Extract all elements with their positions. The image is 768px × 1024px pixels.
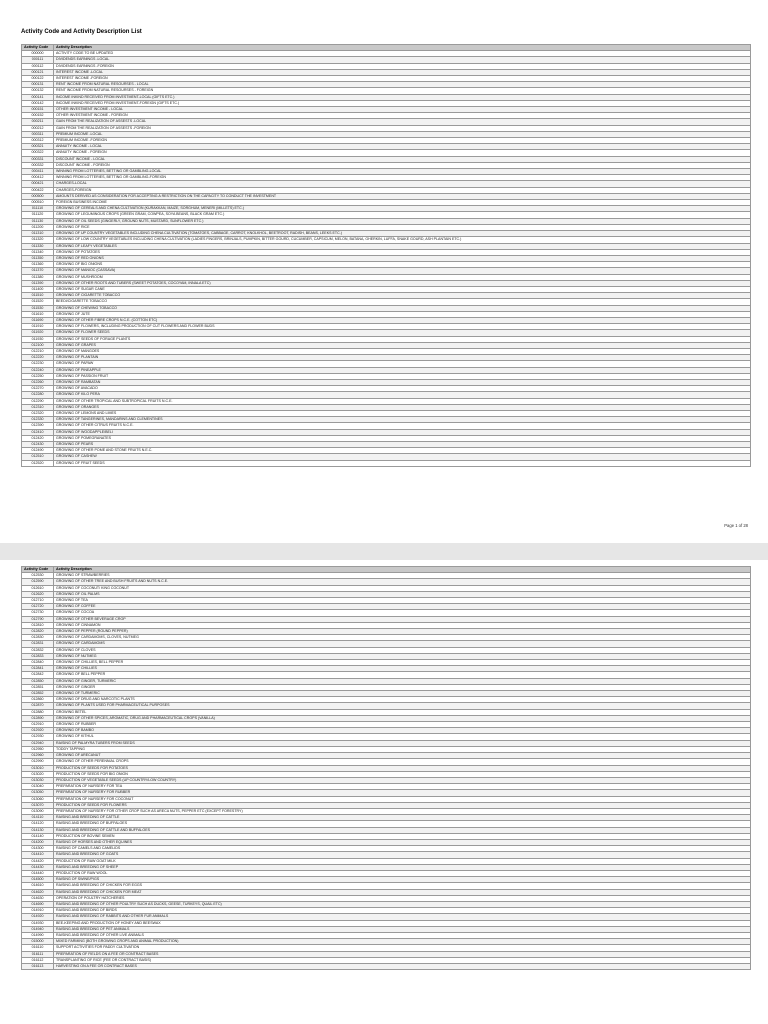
activity-code-cell: 012330	[22, 417, 54, 423]
activity-code-cell: 014930	[22, 920, 54, 926]
table-row	[22, 460, 751, 466]
activity-code-cell: 011310	[22, 231, 54, 237]
activity-description-cell: GROWING OF CHILLIES, BELL PEPPER	[54, 660, 751, 666]
activity-code-cell: 000111	[22, 57, 54, 63]
activity-description-cell: GROWING OF FLOWER SEEDS	[54, 330, 751, 336]
activity-description-cell: PREPARATION OF NURSERY FOR OTHER CROP SUCH AS ARECA NUTS, PEPPER ETC (EXCEPT FORESTRY)	[54, 808, 751, 814]
activity-description-cell: GROWING OF TURMERIC	[54, 691, 751, 697]
activity-code-cell: 015000	[22, 939, 54, 945]
activity-description-cell: GROWING OF ARECANUT	[54, 753, 751, 759]
activity-description-cell: INCOME INKIND RECEIVED FROM INVESTMENT-LOCAL (GIFTS ETC.)	[54, 94, 751, 100]
activity-code-cell: 016113	[22, 964, 54, 970]
activity-description-cell: PREMIUM INCOME -FOREIGN	[54, 138, 751, 144]
activity-description-cell: GROWING OF PAPAW	[54, 361, 751, 367]
activity-code-cell: 000510	[22, 200, 54, 206]
activity-code-cell: 011520	[22, 299, 54, 305]
activity-description-cell: PREPARATION OF NURSERY FOR TEA	[54, 784, 751, 790]
activity-description-cell: BEEDI/CIGARETTE TOBACCO	[54, 299, 751, 305]
activity-code-cell: 012250	[22, 373, 54, 379]
activity-code-cell: 011110	[22, 206, 54, 212]
activity-description-cell: RAISING OF PALMYRA TUBERS FROM SEEDS	[54, 740, 751, 746]
activity-code-cell: 012960	[22, 753, 54, 759]
activity-code-cell: 014920	[22, 914, 54, 920]
activity-description-cell: GROWING OF MUSHROOM	[54, 274, 751, 280]
activity-code-cell: 000142	[22, 100, 54, 106]
activity-description-cell: GROWING OF RICE	[54, 224, 751, 230]
activity-code-cell: 014140	[22, 833, 54, 839]
activity-code-cell: 014690	[22, 901, 54, 907]
activity-description-cell: WINNING FROM LOTTERIES, BETTING OR GAMBLING-FOREIGN	[54, 175, 751, 181]
activity-code-cell: 013050	[22, 790, 54, 796]
activity-description-cell: RAISING AND BREEDING OF CATTLE	[54, 815, 751, 821]
activity-code-cell: 012270	[22, 386, 54, 392]
activity-code-cell: 013090	[22, 808, 54, 814]
activity-description-cell: PREPARATION OF NURSERY FOR COCONUT	[54, 796, 751, 802]
activity-code-cell: 014130	[22, 827, 54, 833]
activity-description-cell: RAISING AND BREEDING OF OTHER POULTRY SUCH AS DUCKS, GEESE, TURKEYS, QUAIL ETC)	[54, 901, 751, 907]
activity-description-cell: TRANSPLANTING OF RICE (FEE OR CONTRACT BASIS)	[54, 957, 751, 963]
activity-code-cell: 012860	[22, 697, 54, 703]
activity-code-cell: 012100	[22, 342, 54, 348]
activity-description-cell: CHARGES-LOCAL	[54, 181, 751, 187]
activity-code-cell: 012950	[22, 746, 54, 752]
activity-code-cell: 012520	[22, 460, 54, 466]
activity-description-cell: DISCOUNT INCOME - FOREIGN	[54, 162, 751, 168]
activity-code-cell: 013030	[22, 777, 54, 783]
activity-description-cell: GROWING OF POTATOES	[54, 249, 751, 255]
activity-code-cell: 012420	[22, 435, 54, 441]
activity-code-cell: 011130	[22, 218, 54, 224]
activity-code-cell: 000311	[22, 131, 54, 137]
activity-code-cell: 011370	[22, 268, 54, 274]
activity-description-cell: GROWING OF KITHUL	[54, 734, 751, 740]
activity-description-cell: GROWING OF LEMONS AND LIMES	[54, 410, 751, 416]
activity-description-cell: OPERATION OF POULTRY HATCHERIES	[54, 895, 751, 901]
activity-code-cell: 012842	[22, 672, 54, 678]
activity-code-cell: 011690	[22, 317, 54, 323]
activity-code-cell: 014940	[22, 926, 54, 932]
activity-description-cell: PRODUCTION OF RAW GOAT MILK	[54, 858, 751, 864]
activity-code-cell: 014110	[22, 815, 54, 821]
activity-code-cell: 000122	[22, 76, 54, 82]
activity-code-cell: 000211	[22, 119, 54, 125]
activity-description-cell: GROWING OF WOODAPPLE/BELI	[54, 429, 751, 435]
activity-code-cell: 012530	[22, 573, 54, 579]
activity-description-cell: DISCOUNT INCOME - LOCAL	[54, 156, 751, 162]
activity-description-cell: GROWING OF OTHER TROPICAL AND SUBTROPICAL FRUITS N.C.E.	[54, 398, 751, 404]
activity-code-cell: 014910	[22, 908, 54, 914]
activity-description-cell: GAIN FROM THE REALIZATION OF ASSESTS -FOREIGN	[54, 125, 751, 131]
activity-description-cell: ANNUITY INCOME - LOCAL	[54, 144, 751, 150]
activity-description-cell: TODDY TAPPING	[54, 746, 751, 752]
activity-description-cell: RAISING AND BREEDING OF CHICKEN FOR EGGS	[54, 883, 751, 889]
activity-code-cell: 011320	[22, 237, 54, 243]
activity-description-cell: GROWING OF OTHER CITRUS FRUITS N.C.E.	[54, 423, 751, 429]
activity-code-cell: 000212	[22, 125, 54, 131]
activity-code-cell: 014620	[22, 889, 54, 895]
document-title: Activity Code and Activity Description List	[21, 29, 142, 35]
activity-code-cell: 012430	[22, 442, 54, 448]
activity-description-cell: SUPPORT ACTIVITIES FOR PADDY CULTIVATION	[54, 945, 751, 951]
activity-code-cell: 012990	[22, 759, 54, 765]
activity-code-cell: 000121	[22, 69, 54, 75]
activity-description-cell: RAISING AND BREEDING OF BIRDS	[54, 908, 751, 914]
activity-code-cell: 012220	[22, 355, 54, 361]
activity-code-cell: 013060	[22, 796, 54, 802]
activity-code-cell: 012820	[22, 629, 54, 635]
activity-description-cell: PRODUCTION OF SEEDS FOR BIG ONION	[54, 771, 751, 777]
activity-description-cell: INTEREST INCOME -LOCAL	[54, 69, 751, 75]
activity-description-cell: PRODUCTION OF BOVINE SEMEN	[54, 833, 751, 839]
activity-code-cell: 014300	[22, 846, 54, 852]
activity-code-cell: 012720	[22, 604, 54, 610]
activity-description-cell: INTEREST INCOME -FOREIGN	[54, 76, 751, 82]
activity-description-cell: GROWING OF OTHER FIBRE CROPS N.C.E. (COTTON ETC)	[54, 317, 751, 323]
activity-description-cell: GROWING OF GINGER	[54, 684, 751, 690]
activity-code-cell: 012230	[22, 361, 54, 367]
activity-code-cell: 012410	[22, 429, 54, 435]
column-header-description: Activity Description	[54, 45, 751, 51]
activity-code-cell: 012880	[22, 709, 54, 715]
activity-description-cell: GROWING OF CEREALS AND CHENA CULTIVATION (KURAKKAN, MAIZE, SORGHUM, MENERI (MILLETS) ETC.)	[54, 206, 751, 212]
activity-description-cell: AMOUNTS DERIVED AS CONSIDERATION FOR ACCEPTING A RESTRICTION ON THE CAPACITY TO CONDUCT THE INVESTMENT	[54, 193, 751, 199]
activity-description-cell: GROWING OF OTHER ROOTS AND TUBERS (SWEET POTATOES, COCOYAM, INNALA ETC)	[54, 280, 751, 286]
activity-code-cell: 000500	[22, 193, 54, 199]
activity-code-cell: 012830	[22, 635, 54, 641]
activity-description-cell: PRODUCTION OF RAW WOOL	[54, 870, 751, 876]
activity-description-cell: GROWING OF LEAFY VEGETABLES	[54, 243, 751, 249]
activity-description-cell: GROWING OF DRUG AND NARCOTIC PLANTS	[54, 697, 751, 703]
activity-code-cell: 014410	[22, 852, 54, 858]
activity-code-cell: 000112	[22, 63, 54, 69]
activity-description-cell: RAISING OF SWINE/PIGS	[54, 877, 751, 883]
activity-description-cell: RAISING AND BREEDING OF GOATS	[54, 852, 751, 858]
activity-code-cell: 011390	[22, 280, 54, 286]
activity-description-cell: GROWING OF GRAPES	[54, 342, 751, 348]
activity-description-cell: GROWING OF OIL SEEDS (GINGERLY, GROUND NUTS, MUSTARD, SUNFLOWER ETC.)	[54, 218, 751, 224]
activity-description-cell: GROWING OF SEEDS OF FORAGE PLANTS	[54, 336, 751, 342]
activity-description-cell: GROWING OF CARDAMOMS, CLOVES, NUTMEG	[54, 635, 751, 641]
activity-code-cell: 000321	[22, 144, 54, 150]
activity-description-cell: GROWING OF AVACADO	[54, 386, 751, 392]
activity-code-cell: 011930	[22, 336, 54, 342]
activity-description-cell: RAISING AND BREEDING OF SHEEP	[54, 864, 751, 870]
activity-description-cell: GROWING OF ORANGES	[54, 404, 751, 410]
activity-description-cell: GROWING OF GINGER, TURMERIC	[54, 678, 751, 684]
activity-code-cell: 011610	[22, 311, 54, 317]
activity-description-cell: GROWING OF COFFEE	[54, 604, 751, 610]
activity-code-cell: 012390	[22, 423, 54, 429]
activity-description-cell: GROWING OF STRAWBERRIES	[54, 573, 751, 579]
activity-code-cell: 000131	[22, 82, 54, 88]
activity-code-cell: 000332	[22, 162, 54, 168]
activity-code-cell: 014120	[22, 821, 54, 827]
activity-description-cell: GROWING OF OTHER POME AND STONE FRUITS N.E.C.	[54, 448, 751, 454]
table-body	[22, 51, 751, 467]
activity-description-cell: HARVESTING ON A FEE OR CONTRACT BASES	[54, 964, 751, 970]
activity-code-cell: 012832	[22, 647, 54, 653]
activity-description-cell: GROWING OF RED ONIONS	[54, 255, 751, 261]
activity-table-page-2	[21, 566, 751, 970]
activity-description-cell: GROWING OF OTHER PERENNIAL CROPS	[54, 759, 751, 765]
activity-code-cell: 012240	[22, 367, 54, 373]
activity-code-cell: 012831	[22, 641, 54, 647]
activity-code-cell: 014420	[22, 858, 54, 864]
activity-code-cell: 011400	[22, 286, 54, 292]
table-body	[22, 573, 751, 970]
activity-code-cell: 012510	[22, 454, 54, 460]
activity-description-cell: GROWING OF FLOWERS, INCLUDING PRODUCTION OF CUT FLOWERS AND FLOWER BUDS	[54, 324, 751, 330]
activity-code-cell: 011360	[22, 262, 54, 268]
activity-code-cell: 012851	[22, 684, 54, 690]
activity-description-cell: PRODUCTION OF VEGETABLE SEEDS (UP COUNTRY/LOW COUNTRY)	[54, 777, 751, 783]
activity-description-cell: RAISING AND BREEDING OF RABBITS AND OTHER FUR ANIMALS	[54, 914, 751, 920]
activity-code-cell: 011380	[22, 274, 54, 280]
activity-code-cell: 012710	[22, 598, 54, 604]
activity-description-cell: RAISING OF CAMELS AND CAMELIDS	[54, 846, 751, 852]
column-header-code: Activity Code	[22, 45, 54, 51]
activity-description-cell: GROWING OF FRUIT SEEDS	[54, 460, 751, 466]
activity-code-cell: 014440	[22, 870, 54, 876]
activity-code-cell: 011120	[22, 212, 54, 218]
column-header-code: Activity Code	[22, 567, 54, 573]
activity-code-cell: 012833	[22, 653, 54, 659]
activity-code-cell: 012790	[22, 616, 54, 622]
activity-code-cell: 013020	[22, 771, 54, 777]
activity-code-cell: 011200	[22, 224, 54, 230]
activity-description-cell: RENT INCOME FROM NATURAL RESOURSES - LOCAL	[54, 82, 751, 88]
activity-description-cell: RAISING AND BREEDING OF BUFFALOES	[54, 821, 751, 827]
activity-description-cell: CHARGES-FOREIGN	[54, 187, 751, 193]
activity-code-cell: 012940	[22, 740, 54, 746]
activity-code-cell: 011330	[22, 243, 54, 249]
activity-description-cell: GROWING OF MANGOES	[54, 348, 751, 354]
activity-description-cell: GROWING OF NUTMEG	[54, 653, 751, 659]
activity-code-cell: 011340	[22, 249, 54, 255]
activity-description-cell: GROWING OF LOW COUNTRY VEGETABLES INCLUDING CHENA CULTIVATION (LADIES FINGERS, BRINJALS, PUMPKIN, BITTER GOURD, CUCUMBER, CAPSICUM, MELON, BATANA, GHERKIN, LUFFA, SNAKE GOURD, ASH PLANTAIN ETC.)	[54, 237, 751, 243]
activity-code-cell: 011920	[22, 330, 54, 336]
activity-description-cell: GROWING OF PEARS	[54, 442, 751, 448]
activity-description-cell: RENT INCOME FROM NATURAL RESOURSES - FOREIGN	[54, 88, 751, 94]
activity-description-cell: GROWING OF CINNAMON	[54, 622, 751, 628]
activity-code-cell: 012890	[22, 715, 54, 721]
activity-code-cell: 012810	[22, 622, 54, 628]
activity-description-cell: GROWING OF OTHER BEVERAGE CROP	[54, 616, 751, 622]
activity-code-cell: 000132	[22, 88, 54, 94]
activity-description-cell: GROWING OF LEGUMINOUS CROPS (GREEN GRAM, COWPEA, SOYA BEANS, BLACK GRAM ETC.)	[54, 212, 751, 218]
activity-description-cell: GROWING OF RAMBATAN	[54, 379, 751, 385]
activity-code-cell: 016110	[22, 945, 54, 951]
table-row	[22, 964, 751, 970]
activity-code-cell: 011350	[22, 255, 54, 261]
activity-code-cell: 000412	[22, 175, 54, 181]
activity-table-page-1	[21, 44, 751, 467]
activity-description-cell: ACTIVITY CODE TO BE UPDATED	[54, 51, 751, 57]
activity-description-cell: GROWING OF JUTE	[54, 311, 751, 317]
activity-code-cell: 012490	[22, 448, 54, 454]
activity-description-cell: GROWING OF CARDAMOMS	[54, 641, 751, 647]
activity-description-cell: GROWING OF CHEWING TOBACCO	[54, 305, 751, 311]
activity-description-cell: GROWING OF PASSION FRUIT	[54, 373, 751, 379]
activity-description-cell: RAISING AND BREEDING OF PET ANIMALS	[54, 926, 751, 932]
activity-description-cell: RAISING AND BREEDING OF OTHER LIVE ANIMALS	[54, 932, 751, 938]
activity-description-cell: GROWING OF OTHER TREE AND BUSH FRUITS AND NUTS N.C.E.	[54, 579, 751, 585]
activity-code-cell: 012841	[22, 666, 54, 672]
activity-description-cell: INCOME INKIND RECEIVED FROM INVESTMENT-FOREIGN (GIFTS ETC.)	[54, 100, 751, 106]
activity-code-cell: 012920	[22, 728, 54, 734]
activity-description-cell: BEE-KEEPING AND PRODUCTION OF HONEY AND BEESWAX	[54, 920, 751, 926]
activity-description-cell: RAISING OF HORSES AND OTHER EQUINES	[54, 839, 751, 845]
activity-description-cell: GROWING OF CLOVES	[54, 647, 751, 653]
activity-description-cell: GROWING OF COCOA	[54, 610, 751, 616]
activity-code-cell: 000331	[22, 156, 54, 162]
activity-code-cell: 012320	[22, 410, 54, 416]
activity-description-cell: PRODUCTION OF SEEDS FOR POTATOES	[54, 765, 751, 771]
activity-code-cell: 011510	[22, 293, 54, 299]
activity-description-cell: GROWING OF UP COUNTRY VEGETABLES INCLUDING CHENA CULTIVATION (TOMATOES, CABBAGE, CARROT, KNOLKHOL, BEETROOT, RADISH, BEANS, LEEKS ETC.)	[54, 231, 751, 237]
activity-description-cell: GROWING OF TANGERINES, MANDARINS AND CLEMENTINES	[54, 417, 751, 423]
activity-description-cell: GROWING OF BAMBO	[54, 728, 751, 734]
activity-code-cell: 000000	[22, 51, 54, 57]
activity-description-cell: WINNING FROM LOTTERIES, BETTING OR GAMBLING-LOCAL	[54, 169, 751, 175]
activity-description-cell: GROWING OF MANIOC (CASSAVA)	[54, 268, 751, 274]
activity-code-cell: 012870	[22, 703, 54, 709]
activity-description-cell: OTHER INVESTMENT INCOME - FOREIGN	[54, 113, 751, 119]
activity-description-cell: GAIN FROM THE REALIZATION OF ASSESTS -LOCAL	[54, 119, 751, 125]
activity-description-cell: GROWING OF CASHEW	[54, 454, 751, 460]
activity-description-cell: GROWING OF PLANTAIN	[54, 355, 751, 361]
activity-code-cell: 014200	[22, 839, 54, 845]
column-header-description: Activity Description	[54, 567, 751, 573]
activity-code-cell: 013040	[22, 784, 54, 790]
activity-description-cell: GROWING OF POMEGRANATES	[54, 435, 751, 441]
activity-description-cell: GROWING OF BELL PEPPER	[54, 672, 751, 678]
activity-description-cell: GROWING OF OTHER SPICES, AROMATIC, DRUG AND PHARMACEUTICAL CROPS (VANILLA)	[54, 715, 751, 721]
activity-code-cell: 000421	[22, 181, 54, 187]
activity-code-cell: 000322	[22, 150, 54, 156]
activity-code-cell: 013010	[22, 765, 54, 771]
activity-description-cell: DIVIDENDS EARNINGS -LOCAL	[54, 57, 751, 63]
activity-code-cell: 012290	[22, 398, 54, 404]
activity-description-cell: MIXED FARMING (BOTH GROWING CROPS AND ANIMAL PRODUCTION)	[54, 939, 751, 945]
activity-description-cell: GROWING OF OIL PALMS	[54, 591, 751, 597]
activity-code-cell: 014610	[22, 883, 54, 889]
activity-description-cell: PREPARATION OF NURSERY FOR RUBBER	[54, 790, 751, 796]
activity-code-cell: 012930	[22, 734, 54, 740]
activity-code-cell: 012590	[22, 579, 54, 585]
activity-description-cell: PRODUCTION OF SEEDS FOR FLOWERS	[54, 802, 751, 808]
activity-description-cell: PREPARATION OF FIELDS ON A FEE OR CONTRACT BASES	[54, 951, 751, 957]
activity-description-cell: GROWING OF SUGAR CANE	[54, 286, 751, 292]
activity-code-cell: 000411	[22, 169, 54, 175]
document-page-2	[0, 560, 768, 1024]
activity-code-cell: 011530	[22, 305, 54, 311]
activity-code-cell: 000151	[22, 107, 54, 113]
activity-description-cell: GROWING BETEL	[54, 709, 751, 715]
activity-description-cell: GROWING OF PINEAPPLE	[54, 367, 751, 373]
activity-code-cell: 014990	[22, 932, 54, 938]
activity-code-cell: 000152	[22, 113, 54, 119]
activity-code-cell: 012910	[22, 722, 54, 728]
activity-code-cell: 016112	[22, 957, 54, 963]
activity-code-cell: 012210	[22, 348, 54, 354]
activity-code-cell: 013070	[22, 802, 54, 808]
page-number: Page 1 of 28	[724, 523, 748, 528]
activity-description-cell: GROWING OF PEPPER (ROUND PEPPER)	[54, 629, 751, 635]
activity-description-cell: PREMIUM INCOME -LOCAL	[54, 131, 751, 137]
activity-code-cell: 012310	[22, 404, 54, 410]
activity-description-cell: RAISING AND BREEDING OF CHICKEN FOR MEAT	[54, 889, 751, 895]
activity-code-cell: 014500	[22, 877, 54, 883]
activity-description-cell: GROWING OF CIGARETTE TOBACCO	[54, 293, 751, 299]
activity-description-cell: DIVIDENDS EARNINGS -FOREIGN	[54, 63, 751, 69]
activity-code-cell: 016111	[22, 951, 54, 957]
activity-code-cell: 014630	[22, 895, 54, 901]
activity-description-cell: GROWING OF PLANTS USED FOR PHARMACEUTICAL PURPOSES	[54, 703, 751, 709]
activity-description-cell: ANNUITY INCOME - FOREIGN	[54, 150, 751, 156]
activity-description-cell: GROWING OF TEA	[54, 598, 751, 604]
activity-description-cell: OTHER INVESTMENT INCOME - LOCAL	[54, 107, 751, 113]
activity-code-cell: 012610	[22, 585, 54, 591]
activity-code-cell: 012850	[22, 678, 54, 684]
activity-code-cell: 012852	[22, 691, 54, 697]
activity-code-cell: 012620	[22, 591, 54, 597]
activity-code-cell: 012730	[22, 610, 54, 616]
activity-description-cell: GROWING OF BIG ONIONS	[54, 262, 751, 268]
activity-code-cell: 000141	[22, 94, 54, 100]
activity-code-cell: 000312	[22, 138, 54, 144]
activity-code-cell: 000422	[22, 187, 54, 193]
activity-code-cell: 014430	[22, 864, 54, 870]
activity-code-cell: 012840	[22, 660, 54, 666]
activity-code-cell: 012280	[22, 392, 54, 398]
activity-description-cell: GROWING OF KILO PERA	[54, 392, 751, 398]
activity-code-cell: 012260	[22, 379, 54, 385]
activity-description-cell: GROWING OF CHILLIES	[54, 666, 751, 672]
activity-description-cell: GROWING OF RUBBER	[54, 722, 751, 728]
activity-description-cell: FOREIGN BUSINESS INCOME	[54, 200, 751, 206]
activity-description-cell: RAISING AND BREEDING OF CATTLE AND BUFFALOES	[54, 827, 751, 833]
activity-code-cell: 011910	[22, 324, 54, 330]
activity-description-cell: GROWING OF COCONUT/ KING COCONUT	[54, 585, 751, 591]
